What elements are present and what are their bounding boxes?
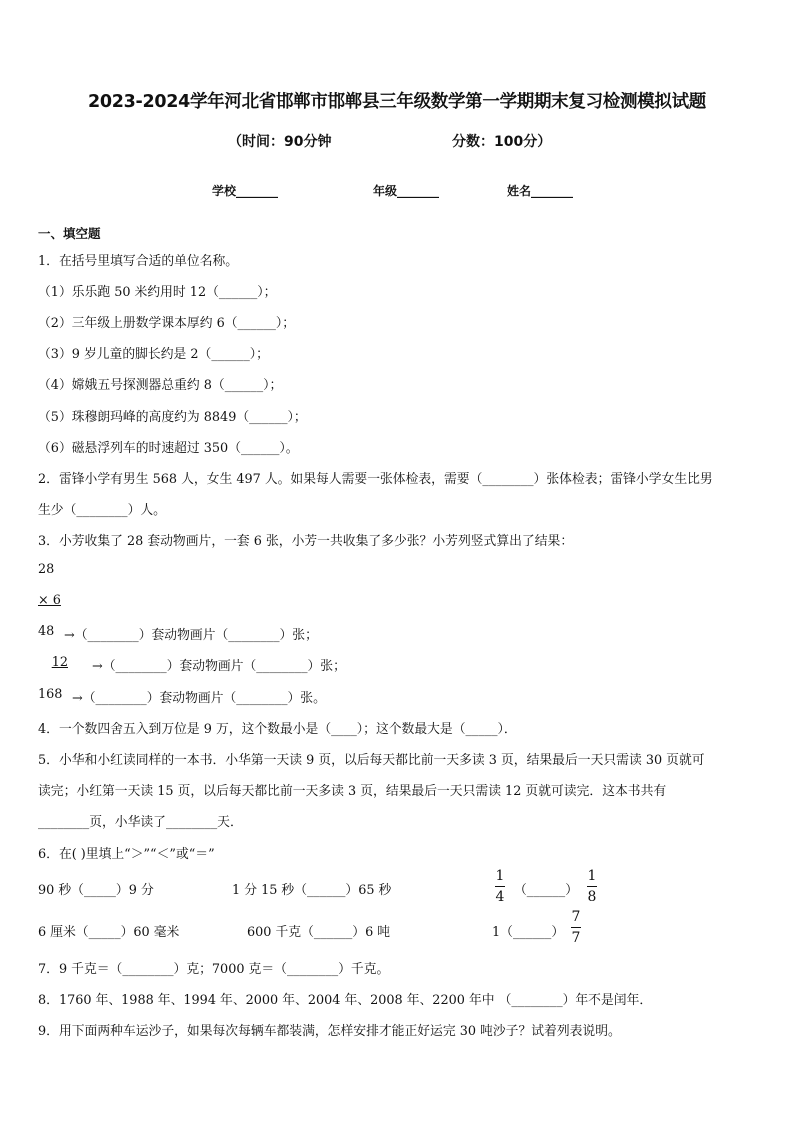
fraction-bar xyxy=(587,886,597,887)
fraction-denominator: 7 xyxy=(571,930,581,946)
q2-line1: 2．雷锋小学有男生 568 人，女生 497 人。如果每人需要一张体检表，需要（________）张体检表；雷锋小学女生比男 xyxy=(38,472,713,487)
q1-item: （3）9 岁儿童的脚长约是 2（______）； xyxy=(38,347,269,362)
q5-line1: 5．小华和小红读同样的一本书．小华第一天读 9 页，以后每天都比前一天多读 3 页，结果最后一天只需读 30 页就可 xyxy=(38,753,705,768)
fraction-bar xyxy=(495,886,505,887)
q6-fraction-1 xyxy=(495,868,505,905)
q1-item: （2）三年级上册数学课本厚约 6（______）； xyxy=(38,316,296,331)
fraction-denominator: 4 xyxy=(495,889,505,905)
q4-text: 4．一个数四舍五入到万位是 9 万，这个数最小是（____）；这个数最大是（_____）． xyxy=(38,722,517,737)
q5-line2: 读完；小红第一天读 15 页，以后每天都比前一天多读 3 页，结果最后一天只需读 12 页就可读完．这本书共有 xyxy=(38,784,667,799)
exam-time: （时间：90分钟 xyxy=(228,134,332,150)
q3-stem: 3．小芳收集了 28 套动物画片，一套 6 张，小芳一共收集了多少张？小芳列竖式算出了结果： xyxy=(38,534,574,549)
page-title: 2023-2024学年河北省邯郸市邯郸县三年级数学第一学期期末复习检测模拟试题 xyxy=(88,92,706,112)
q6-compare-2: 1 分 15 秒（______）65 秒 xyxy=(232,883,392,898)
q8-text: 8．1760 年、1988 年、1994 年、2000 年、2004 年、2008 年、2200 年中 （________）年不是闰年． xyxy=(38,993,653,1008)
fraction-numerator: 1 xyxy=(495,868,505,884)
q3-row3-number: 168 xyxy=(38,687,63,702)
q3-row1-number: 48 xyxy=(38,624,55,639)
q6-compare-3-blank: （______） xyxy=(514,883,578,898)
q3-row3-text: →（________）套动物画片（________）张。 xyxy=(72,691,326,706)
fraction-numerator: 1 xyxy=(587,868,597,884)
q3-row1-text: →（________）套动物画片（________）张； xyxy=(64,628,318,643)
q9-text: 9．用下面两种车运沙子，如果每次每辆车都装满，怎样安排才能正好运完 30 吨沙子？试着列表说明。 xyxy=(38,1024,621,1039)
q6-compare-5: 600 千克（______）6 吨 xyxy=(247,925,391,940)
fraction-numerator: 7 xyxy=(571,909,581,925)
q6-compare-1: 90 秒（_____）9 分 xyxy=(38,883,154,898)
section-title: 一、填空题 xyxy=(38,226,101,241)
q3-row2-text: →（________）套动物画片（________）张； xyxy=(92,659,346,674)
q3-multiplicand: 28 xyxy=(38,562,55,577)
exam-score: 分数：100分） xyxy=(452,134,552,150)
q1-item: （5）珠穆朗玛峰的高度约为 8849（______）； xyxy=(38,410,307,425)
q1-stem: 1．在括号里填写合适的单位名称。 xyxy=(38,254,239,269)
q6-stem: 6．在( )里填上“＞”“＜”或“＝” xyxy=(38,847,215,862)
q1-item: （1）乐乐跑 50 米约用时 12（______）； xyxy=(38,285,277,300)
q6-compare-4: 6 厘米（_____）60 毫米 xyxy=(38,925,180,940)
q1-item: （4）嫦娥五号探测器总重约 8（______）； xyxy=(38,378,283,393)
q5-line3: ________页，小华读了________天． xyxy=(38,815,243,830)
q6-compare-6: 1（______） xyxy=(492,925,565,940)
fraction-bar xyxy=(571,927,581,928)
q3-multiplier: × 6 xyxy=(38,593,61,608)
q2-line2: 生少（________）人。 xyxy=(38,503,166,518)
q1-item: （6）磁悬浮列车的时速超过 350（______）。 xyxy=(38,441,299,456)
q6-fraction-3 xyxy=(571,909,581,946)
school-field: 学校_______ xyxy=(212,184,279,198)
fraction-denominator: 8 xyxy=(587,889,597,905)
q6-fraction-2 xyxy=(587,868,597,905)
q7-text: 7．9 千克＝（________）克；7000 克＝（________）千克。 xyxy=(38,962,390,977)
q3-row2-number: 12 xyxy=(51,655,68,670)
grade-field: 年级_______ xyxy=(373,184,440,198)
name-field: 姓名_______ xyxy=(507,184,574,198)
